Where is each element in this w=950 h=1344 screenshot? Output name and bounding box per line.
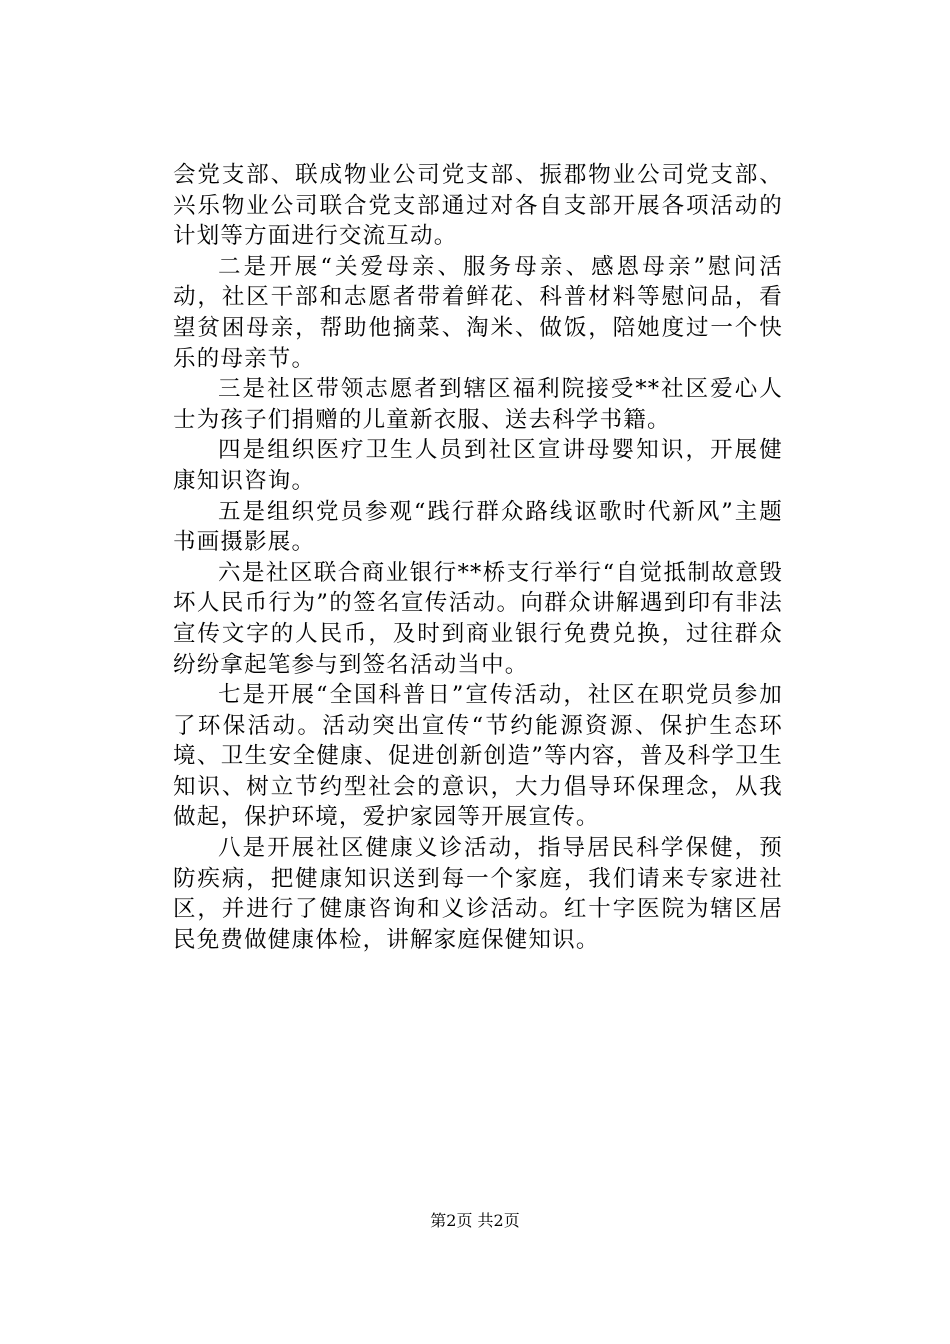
page-number-footer: 第2页 共2页 — [430, 1211, 520, 1230]
paragraph-item-8: 八是开展社区健康义诊活动，指导居民科学保健，预防疾病，把健康知识送到每一个家庭，我们请来专家进社区，并进行了健康咨询和义诊活动。红十字医院为辖区居民免费做健康体检，讲解家庭保健知识。 — [173, 835, 783, 953]
paragraph-item-3: 三是社区带领志愿者到辖区福利院接受**社区爱心人士为孩子们捐赠的儿童新衣服、送去科学书籍。 — [173, 376, 783, 433]
paragraph-item-6: 六是社区联合商业银行**桥支行举行“自觉抵制故意毁坏人民币行为”的签名宣传活动。向群众讲解遇到印有非法宣传文字的人民币，及时到商业银行免费兑换，过往群众纷纷拿起笔参与到签名活动当中。 — [173, 559, 783, 678]
paragraph-continuation: 会党支部、联成物业公司党支部、振郡物业公司党支部、兴乐物业公司联合党支部通过对各自支部开展各项活动的计划等方面进行交流互动。 — [173, 162, 783, 250]
document-body — [173, 160, 783, 955]
paragraph-item-5: 五是组织党员参观“践行群众路线讴歌时代新风”主题书画摄影展。 — [173, 498, 783, 556]
paragraph-item-4: 四是组织医疗卫生人员到社区宣讲母婴知识，开展健康知识咨询。 — [173, 437, 783, 494]
paragraph-item-2: 二是开展“关爱母亲、服务母亲、感恩母亲”慰问活动，社区干部和志愿者带着鲜花、科普材料等慰问品，看望贫困母亲，帮助他摘菜、淘米、做饭，陪她度过一个快乐的母亲节。 — [173, 253, 783, 372]
paragraph-item-7: 七是开展“全国科普日”宣传活动，社区在职党员参加了环保活动。活动突出宣传“节约能源资源、保护生态环境、卫生安全健康、促进创新创造”等内容，普及科学卫生知识、树立节约型社会的意识，大力倡导环保理念，从我做起，保护环境，爱护家园等开展宣传。 — [173, 682, 783, 831]
